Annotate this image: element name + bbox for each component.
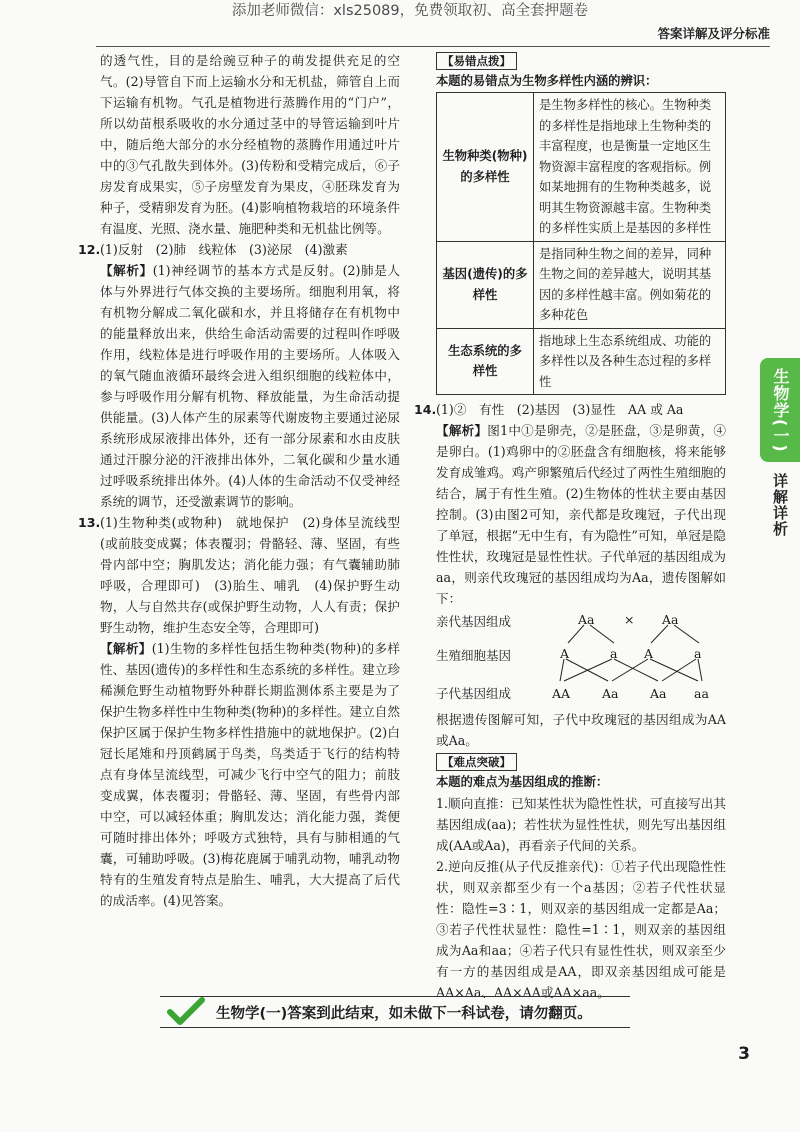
q14 [414, 399, 726, 1003]
table-row [437, 241, 726, 328]
diagram-gamete-1: A [560, 646, 570, 661]
diagram-gamete-2: a [610, 646, 618, 661]
difficulty-point-1: 1.顺向直推：已知某性状为隐性性状，可直接写出其基因组成(aa)；若性状为显性性状，则先写出基因组成(AA或Aa)，再看亲子代间的关系。 [436, 796, 726, 853]
genetic-diagram [436, 609, 726, 709]
diagram-cross-symbol: × [624, 612, 635, 627]
diagram-offspring-2: Aa [602, 686, 619, 701]
tip-title: 本题的易错点为生物多样性内涵的辨识： [436, 74, 658, 88]
q14-number: 14. [414, 402, 437, 417]
diagram-label-offspring: 子代基因组成 [436, 686, 512, 701]
q13-analysis-tag: 【解析】 [100, 641, 152, 656]
q14-answer: (1)② 有性 (2)基因 (3)显性 AA 或 Aa [436, 402, 684, 417]
q13-analysis: (1)生物的多样性包括生物种类(物种)的多样性、基因(遗传)的多样性和生态系统的多样性。建立珍稀濒危野生动植物野外种群长期监测体系主要是为了保护生物多样性中生物种类(物种)的多样性。建立自然保护区属于保护生物多样性措施中的就地保护。(2)白冠长尾雉和丹顶鹤属于鸟类，鸟类适于飞行的结构特点有身体呈流线型，可减少飞行中空气的阻力；前肢变成翼，体表覆羽；骨骼轻、薄、坚固，有些骨内部中空，可以减轻体重；胸肌发达；消化能力强，粪便可随时排出体外；呼吸方式独特，具有与肺相通的气囊，可辅助呼吸。(3)梅花鹿属于哺乳动物，哺乳动物特有的生殖发育特点是胎生、哺乳，大大提高了后代的成活率。(4)见答案。 [100, 641, 401, 908]
q14-conclusion: 根据遗传图解可知，子代中玫瑰冠的基因组成为AA或Aa。 [436, 712, 726, 748]
table-content-ecosystem: 指地球上生态系统组成、功能的多样性以及各种生态过程的多样性 [534, 328, 726, 395]
diversity-table [436, 92, 726, 395]
diagram-label-parents: 亲代基因组成 [436, 614, 512, 629]
q13 [78, 512, 400, 911]
q12-number: 12. [78, 242, 101, 257]
q12 [78, 239, 400, 512]
q14-analysis: 图1中①是卵壳，②是胚盘，③是卵黄，④是卵白。(1)鸡卵中的②胚盘含有细胞核，将来能够发育成雏鸡。鸡产卵繁殖后代经过了两性生殖细胞的结合，属于有性生殖。(2)生物体的性状主要由基因控制。(3)由图2可知，亲代都是玫瑰冠，子代出现了单冠，根据“无中生有，有为隐性”可知，单冠是隐性性状，玫瑰冠是显性性状。子代单冠的基因组成为aa，则亲代玫瑰冠的基因组成均为Aa，遗传图解如下： [436, 423, 727, 606]
subject-side-tab: 生物学(一) [760, 358, 800, 462]
difficulty-tag: 【难点突破】 [436, 753, 517, 771]
diagram-gamete-3: A [644, 646, 654, 661]
diagram-offspring-4: aa [694, 686, 709, 701]
page-number: 3 [738, 1044, 750, 1064]
header-divider [96, 46, 770, 47]
q12-analysis: (1)神经调节的基本方式是反射。(2)肺是人体与外界进行气体交换的主要场所。细胞利用氧，将有机物分解成二氧化碳和水，并且将储存在有机物中的能量释放出来，供给生命活动需要的过程叫作呼吸作用，线粒体是进行呼吸作用的主要场所。人体吸入的氧气随血液循环最终会进入组织细胞的线粒体中，参与呼吸作用分解有机物、释放能量，为生命活动提供能量。(3)人体产生的尿素等代谢废物主要通过泌尿系统形成尿液排出体外，还有一部分尿素和水由皮肤通过汗腺分泌的汗液排出体外，二氧化碳和少量水通过呼吸系统排出体外。(4)人体的生命活动不仅受神经系统的调节，还受激素调节的影响。 [100, 263, 400, 509]
table-head-ecosystem: 生态系统的多样性 [437, 328, 534, 395]
end-banner [160, 996, 630, 1028]
q12-answer: (1)反射 (2)肺 线粒体 (3)泌尿 (4)激素 [100, 242, 348, 257]
table-head-gene: 基因(遗传)的多样性 [437, 241, 534, 328]
q13-answer: (1)生物种类(或物种) 就地保护 (2)身体呈流线型(或前肢变成翼；体表覆羽；骨骼轻、薄、坚固，有些骨内部中空；胸肌发达；消化能力强；有气囊辅助肺呼吸，合理即可) (3)胎生、哺乳 (4)保护野生动物，人与自然共存(或保护野生动物，人人有责；保护野生动物，维护生态安全等，合理即可) [100, 515, 400, 635]
diagram-gamete-4: a [694, 646, 702, 661]
left-column [78, 50, 400, 911]
q12-analysis-block [100, 260, 400, 512]
difficulty-point-2: 2.逆向反推(从子代反推亲代)：①若子代出现隐性性状，则双亲都至少有一个a基因；②若子代性状显性：隐性=3∶1，则双亲的基因组成一定都是Aa；③若子代性状显性：隐性=1∶1，则双亲的基因组成为Aa和aa；④若子代只有显性性状，则双亲至少有一方的基因组成是AA，即双亲基因组成可能是AA×Aa、AA×AA或AA×aa。 [436, 859, 726, 1000]
q13-number: 13. [78, 515, 101, 530]
line-g2-o1 [564, 659, 612, 681]
tip-tag: 【易错点拨】 [436, 52, 517, 70]
diagram-offspring-3: Aa [650, 686, 667, 701]
diagram-parent-2: Aa [662, 612, 679, 627]
difficulty-title: 本题的难点为基因组成的推断： [436, 775, 609, 789]
detail-side-label: 详解详析 [771, 473, 789, 537]
right-column [414, 50, 726, 1003]
q14-analysis-block [436, 420, 726, 609]
page-header-title: 答案详解及评分标准 [657, 26, 770, 41]
diagram-offspring-1: AA [552, 686, 571, 701]
watermark: 添加老师微信：xls25089，免费领取初、高全套押题卷 [231, 3, 589, 19]
diagram-parent-1: Aa [578, 612, 595, 627]
table-content-gene: 是指同种生物之间的差异，同种生物之间的差异越大，说明其基因的多样性越丰富。例如菊花的多种花色 [534, 241, 726, 328]
check-icon [166, 997, 206, 1027]
table-row [437, 93, 726, 242]
table-head-species: 生物种类(物种)的多样性 [437, 93, 534, 242]
diagram-label-gametes: 生殖细胞基因 [436, 648, 512, 663]
end-banner-text: 生物学(一)答案到此结束，如未做下一科试卷，请勿翻页。 [216, 1005, 592, 1022]
q12-analysis-tag: 【解析】 [100, 263, 153, 278]
table-content-species: 是生物多样性的核心。生物种类的多样性是指地球上生物种类的丰富程度，也是衡量一定地区生物资源丰富程度的客观指标。例如某地拥有的生物种类越多，说明其生物资源越丰富。生物种类的多样性实质上是基因的多样性 [534, 93, 726, 242]
q14-analysis-tag: 【解析】 [436, 423, 488, 438]
tip-block [414, 50, 726, 395]
q11-continuation: 的透气性，目的是给豌豆种子的萌发提供充足的空气。(2)导管自下而上运输水分和无机盐，筛管自上而下运输有机物。气孔是植物进行蒸腾作用的“门户”，所以幼苗根系吸收的水分通过茎中的导管运输到叶片中，随后绝大部分的水分经植物的蒸腾作用通过叶片中的③气孔散失到体外。(3)传粉和受精完成后，⑥子房发育成果实，⑤子房壁发育为果皮，④胚珠发育为种子，受精卵发育为胚。(4)影响植物栽培的环境条件有温度、光照、浇水量、施肥种类和无机盐比例等。 [100, 53, 400, 236]
q13-analysis-block [100, 638, 400, 911]
table-row [437, 328, 726, 395]
